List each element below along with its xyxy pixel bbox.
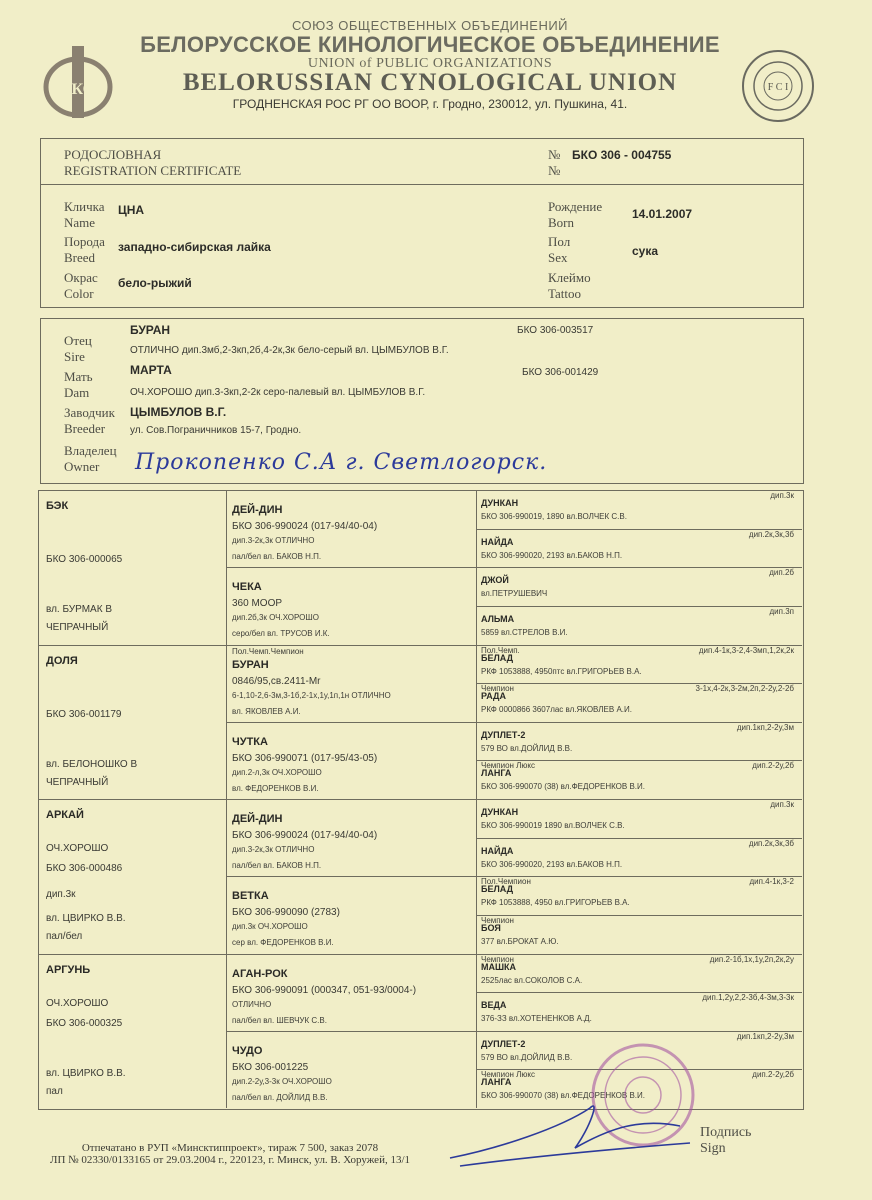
- grandparent-owner: вл. ЦВИРКО В.В.: [46, 1067, 126, 1079]
- ggg-parent-title: Чемпион: [481, 915, 514, 925]
- ggg-parent-title: Пол.Чемп.: [481, 645, 520, 655]
- grandparent-name: ДОЛЯ: [46, 654, 78, 667]
- ggg-parent-diplomas: дип.2к,3к,3б: [748, 529, 794, 539]
- ggg-parent-name: АЛЬМА: [481, 613, 515, 624]
- ggg-parent-reg: БКО 306-990019, 1890 вл.ВОЛЧЕК С.В.: [481, 512, 627, 521]
- grandparent-reg: БКО 306-001179: [46, 708, 122, 720]
- ggg-parent-name: ЛАНГА: [481, 1077, 512, 1088]
- gg-parent-info: дип.2б,3к ОЧ.ХОРОШО: [232, 613, 319, 623]
- ggg-parent-diplomas: дип.2к,3к,3б: [748, 838, 794, 848]
- sire-info: ОТЛИЧНО дип.3мб,2-3кп,2б,4-2к,3к бело-серый вл. ЦЫМБУЛОВ В.Г.: [130, 345, 449, 356]
- ggg-parent-reg: 579 ВО вл.ДОЙЛИД В.В.: [481, 743, 573, 753]
- grandparent-reg: БКО 306-000065: [46, 554, 123, 565]
- footer-line1: Отпечатано в РУП «Минсктиппроект», тираж 7 500, заказ 2078: [81, 1142, 379, 1154]
- gg-parent-owner: сер вл. ФЕДОРЕНКОВ В.И.: [232, 938, 334, 948]
- ggg-parent-diplomas: дип.4-1к,3-2: [749, 877, 794, 887]
- cert-title: [64, 147, 241, 179]
- ggg-parent-diplomas: дип.2-2у,2б: [752, 1070, 794, 1080]
- gg-parent-info: дип.3к ОЧ.ХОРОШО: [232, 922, 308, 932]
- grandparent-color: ЧЕПРАЧНЫЙ: [46, 622, 109, 633]
- ggg-parent-title: Пол.Чемпион: [481, 877, 531, 887]
- gg-parent-info: дип.2-л,3к ОЧ.ХОРОШО: [232, 767, 322, 777]
- gg-parent-owner: пал/бел вл. ДОЙЛИД В.В.: [232, 1092, 328, 1102]
- gg-parent-name: ЧЕКА: [232, 581, 262, 594]
- dog-born: 14.01.2007: [632, 207, 693, 221]
- dam-reg: БКО 306-001429: [522, 367, 599, 378]
- tattoo-label: Клеймо Tattoo: [548, 270, 591, 301]
- ggg-parent-reg: РКФ 0000866 3607лас вл.ЯКОВЛЕВ А.И.: [481, 705, 632, 715]
- gg-parent-name: ВЕТКА: [232, 890, 269, 903]
- grandparent-owner: вл. БУРМАК В: [46, 604, 112, 615]
- signature: [440, 1088, 700, 1178]
- gg-parent-name: АГАН-РОК: [232, 967, 288, 980]
- gg-parent-owner: пал/бел вл. ШЕВЧУК С.В.: [232, 1015, 327, 1025]
- sire-label: Отец Sire: [64, 333, 92, 364]
- gg-parent-reg: БКО 306-001225: [232, 1061, 309, 1073]
- header-line4: BELORUSSIAN CYNOLOGICAL UNION: [182, 69, 678, 96]
- gg-parent-info: дип.3-2к,3к ОТЛИЧНО: [232, 536, 315, 545]
- logo-emblem: [38, 42, 118, 122]
- pedigree-row-divider: [38, 954, 802, 955]
- header-line1: СОЮЗ ОБЩЕСТВЕННЫХ ОБЪЕДИНЕНИЙ: [291, 18, 569, 33]
- gg-parent-title: Пол.Чемп.Чемпион: [232, 646, 304, 656]
- dog-name: ЦНА: [118, 203, 145, 217]
- ggg-parent-reg: РКФ 1053888, 4950птс вл.ГРИГОРЬЕВ В.А.: [481, 666, 642, 676]
- dam-name: МАРТА: [130, 363, 172, 377]
- ggg-parent-name: ЛАНГА: [481, 768, 512, 779]
- ggg-parent-reg: БКО 306-990070 (38) вл.ФЕДОРЕНКОВ В.И.: [481, 1091, 645, 1101]
- gg-parent-name: ДЕЙ-ДИН: [232, 504, 283, 516]
- gg-parent-owner: вл. ФЕДОРЕНКОВ В.И.: [232, 783, 319, 793]
- pedigree-row-divider: [476, 606, 802, 607]
- ggg-parent-diplomas: дип.3к: [770, 800, 794, 809]
- grandparent-name: АРГУНЬ: [46, 963, 91, 976]
- grandparent-reg: БКО 306-000325: [46, 1017, 123, 1029]
- gg-parent-reg: БКО 306-990024 (017-94/40-04): [232, 521, 378, 532]
- breeder-address: ул. Сов.Пограничников 15-7, Гродно.: [130, 425, 302, 436]
- gg-parent-reg: БКО 306-990090 (2783): [232, 907, 340, 919]
- grandparent-owner: вл. БЕЛОНОШКО В: [46, 758, 138, 770]
- signature-scribble-icon: [440, 1088, 700, 1178]
- name-label: Кличка Name: [64, 199, 105, 230]
- ggg-parent-diplomas: 3-1х,4-2к,3-2м,2п,2-2у,2-2б: [695, 684, 794, 694]
- ggg-parent-reg: БКО 306-990020, 2193 вл.БАКОВ Н.П.: [481, 550, 623, 560]
- gg-parent-reg: 360 МООР: [232, 598, 283, 610]
- ggg-parent-name: ДУНКАН: [481, 498, 519, 508]
- color-label: Окрас Color: [64, 270, 98, 301]
- gg-parent-reg: 0846/95,св.2411-Mr: [232, 675, 321, 687]
- ggg-parent-name: ДУПЛЕТ-2: [481, 729, 526, 740]
- pedigree-table: [38, 490, 804, 1110]
- cert-number: БКО 306 - 004755: [572, 148, 672, 162]
- breed-label: Порода Breed: [64, 234, 105, 265]
- ggg-parent-title: Чемпион Люкс: [481, 1070, 536, 1080]
- ggg-parent-reg: 5859 вл.СТРЕЛОВ В.И.: [481, 627, 568, 637]
- ggg-parent-title: Чемпион: [481, 954, 514, 964]
- ggg-parent-reg: 376-ЗЗ вл.ХОТЕНЕНКОВ А.Д.: [481, 1014, 592, 1024]
- ggg-parent-title: Чемпион: [481, 684, 514, 694]
- grandparent-color: ЧЕПРАЧНЫЙ: [46, 776, 109, 788]
- gg-parent-name: ЧУДО: [232, 1044, 263, 1057]
- ggg-parent-reg: РКФ 1053888, 4950 вл.ГРИГОРЬЕВ В.А.: [481, 898, 630, 908]
- sire-name: БУРАН: [130, 323, 171, 337]
- dam-label: Мать Dam: [64, 369, 93, 400]
- ggg-parent-reg: 377 вл.БРОКАТ А.Ю.: [481, 936, 559, 946]
- pedigree-row-divider: [226, 567, 802, 568]
- ggg-parent-diplomas: дип.4-1к,3-2,4-3мп,1,2к,2к: [698, 645, 794, 655]
- footer-print-info: [40, 1142, 420, 1166]
- gg-parent-info: 6-1,10-2,6-3м,3-1б,2-1х,1у,1п,1н ОТЛИЧНО: [232, 690, 391, 700]
- born-label: Рождение Born: [548, 199, 603, 230]
- ggg-parent-title: Чемпион Люкс: [481, 761, 536, 771]
- ggg-parent-name: БЕЛАД: [481, 884, 514, 895]
- fci-logo: [740, 48, 816, 124]
- gg-parent-reg: БКО 306-990071 (017-95/43-05): [232, 752, 378, 764]
- fci-text: F C I: [767, 82, 789, 93]
- grandparent-name: АРКАЙ: [46, 809, 84, 821]
- sire-reg: БКО 306-003517: [517, 325, 594, 336]
- grandparent-grade: ОЧ.ХОРОШО: [46, 997, 109, 1009]
- ggg-parent-reg: 579 ВО вл.ДОЙЛИД В.В.: [481, 1052, 573, 1062]
- ggg-parent-reg: БКО 306-990020, 2193 вл.БАКОВ Н.П.: [481, 859, 623, 869]
- gg-parent-info: ОТЛИЧНО: [232, 999, 272, 1009]
- cert-title-en: REGISTRATION CERTIFICATE: [64, 163, 242, 178]
- ggg-parent-name: ДУНКАН: [481, 807, 519, 817]
- pedigree-row-divider: [38, 645, 802, 646]
- dog-sex: сука: [632, 244, 659, 258]
- pedigree-row-divider: [226, 1031, 802, 1032]
- grandparent-owner: вл. ЦВИРКО В.В.: [46, 913, 126, 924]
- grandparent-grade: ОЧ.ХОРОШО: [46, 843, 109, 854]
- ggg-parent-diplomas: дип.1,2у,2,2-3б,4-3м,3-3к: [702, 993, 794, 1003]
- gg-parent-info: дип.2-2у,3-3к ОЧ.ХОРОШО: [232, 1076, 332, 1086]
- sex-label: Пол Sex: [548, 234, 571, 265]
- bko-logo-icon: [38, 42, 118, 122]
- ggg-parent-name: ДЖОЙ: [481, 575, 509, 586]
- ggg-parent-diplomas: дип.1кп,2-2у,3м: [736, 1031, 794, 1041]
- ggg-parent-name: МАШКА: [481, 961, 517, 972]
- grandparent-color: пал/бел: [46, 931, 83, 942]
- ggg-parent-reg: 2525лас вл.СОКОЛОВ С.А.: [481, 975, 583, 985]
- ggg-parent-diplomas: дип.2б: [769, 568, 794, 578]
- breeder-name: ЦЫМБУЛОВ В.Г.: [130, 405, 227, 419]
- grandparent-diplomas: дип.3к: [46, 889, 76, 900]
- ggg-parent-reg: вл.ПЕТРУШЕВИЧ: [481, 589, 548, 599]
- ggg-parent-name: БЕЛАД: [481, 652, 514, 663]
- grandparent-color: пал: [46, 1085, 63, 1097]
- dog-breed: западно-сибирская лайка: [118, 240, 271, 254]
- ggg-parent-name: ВЕДА: [481, 1000, 507, 1011]
- header: [130, 18, 730, 111]
- gg-parent-reg: БКО 306-990024 (017-94/40-04): [232, 830, 378, 841]
- svg-text:БКО: БКО: [60, 81, 96, 98]
- grandparent-name: БЭК: [46, 500, 69, 512]
- pedigree-row-divider: [226, 722, 802, 723]
- header-address: ГРОДНЕНСКАЯ РОС РГ ОО ВООР, г. Гродно, 230012, ул. Пушкина, 41.: [232, 97, 628, 111]
- fci-emblem-icon: [740, 48, 816, 124]
- gg-parent-owner: пал/бел вл. БАКОВ Н.П.: [232, 552, 322, 561]
- pedigree-row-divider: [476, 915, 802, 916]
- gg-parent-name: ЧУТКА: [232, 735, 268, 748]
- ggg-parent-diplomas: дип.2-2у,2б: [752, 761, 794, 771]
- dog-color: бело-рыжий: [118, 276, 192, 290]
- cert-number-label: № №: [548, 147, 561, 178]
- owner-label: Владелец Owner: [64, 443, 117, 474]
- gg-parent-name: БУРАН: [232, 658, 269, 671]
- gg-parent-name: ДЕЙ-ДИН: [232, 813, 283, 825]
- pedigree-row-divider: [38, 799, 802, 800]
- ggg-parent-diplomas: дип.2-1б,1х,1у,2п,2к,2у: [709, 954, 794, 964]
- header-line2: БЕЛОРУССКОЕ КИНОЛОГИЧЕСКОЕ ОБЪЕДИНЕНИЕ: [140, 32, 720, 57]
- header-line3: UNION of PUBLIC ORGANIZATIONS: [307, 56, 553, 71]
- cert-title-ru: РОДОСЛОВНАЯ: [64, 147, 162, 162]
- owner-handwritten: Прокопенко С.А г. Светлогорск.: [135, 450, 548, 475]
- gg-parent-reg: БКО 306-990091 (000347, 051-93/0004-): [232, 984, 417, 996]
- gg-parent-owner: серо/бел вл. ТРУСОВ И.К.: [232, 629, 330, 639]
- grandparent-reg: БКО 306-000486: [46, 863, 123, 874]
- ggg-parent-name: БОЯ: [481, 922, 501, 933]
- ggg-parent-diplomas: дип.3п: [769, 606, 794, 616]
- sign-label: Подпись Sign: [700, 1125, 752, 1156]
- ggg-parent-name: НАЙДА: [481, 845, 514, 856]
- ggg-parent-name: ДУПЛЕТ-2: [481, 1038, 526, 1049]
- ggg-parent-reg: БКО 306-990070 (38) вл.ФЕДОРЕНКОВ В.И.: [481, 782, 645, 792]
- gg-parent-owner: вл. ЯКОВЛЕВ А.И.: [232, 706, 301, 716]
- ggg-parent-diplomas: дип.3к: [770, 491, 794, 500]
- footer-line2: ЛП № 02330/0133165 от 29.03.2004 г., 220123, г. Минск, ул. В. Хоружей, 13/1: [49, 1154, 411, 1166]
- ggg-parent-name: НАЙДА: [481, 536, 514, 547]
- ggg-parent-reg: БКО 306-990019 1890 вл.ВОЛЧЕК С.В.: [481, 821, 625, 830]
- gg-parent-info: дип.3-2к,3к ОТЛИЧНО: [232, 845, 315, 854]
- ggg-parent-name: РАДА: [481, 691, 506, 702]
- breeder-label: Заводчик Breeder: [64, 405, 115, 436]
- ggg-parent-diplomas: дип.1кп,2-2у,3м: [736, 722, 794, 732]
- gg-parent-owner: пал/бел вл. БАКОВ Н.П.: [232, 861, 322, 870]
- dam-info: ОЧ.ХОРОШО дип.3-3кп,2-2к серо-палевый вл. ЦЫМБУЛОВ В.Г.: [130, 387, 426, 398]
